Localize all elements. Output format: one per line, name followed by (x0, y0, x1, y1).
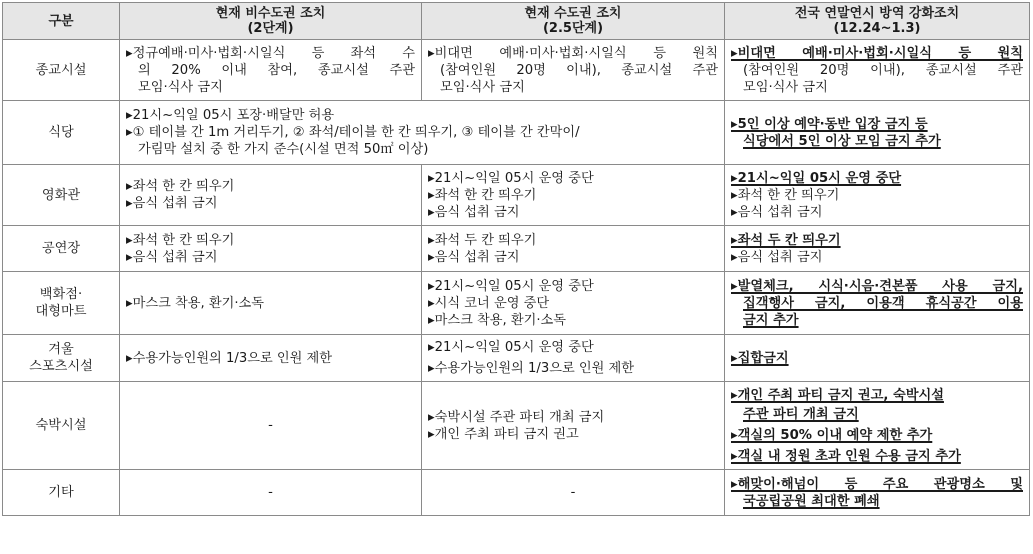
year-end-cell: ▸좌석 두 칸 띄우기 ▸음식 섭취 금지 (725, 226, 1030, 272)
non-capital-cell: ▸정규예배·미사·법회·시일식 등 좌석 수 의 20% 이내 참여, 종교시설 주관 모임·식사 금지 (120, 40, 422, 101)
capital-cell: - (422, 470, 725, 516)
capital-cell: ▸좌석 두 칸 띄우기 ▸음식 섭취 금지 (422, 226, 725, 272)
header-non-capital: 현재 비수도권 조치 (2단계) (120, 3, 422, 40)
category-cell: 겨울 스포츠시설 (3, 335, 120, 382)
year-end-cell: ▸개인 주최 파티 금지 권고, 숙박시설 주관 파티 개최 금지 ▸객실의 50% 이내 예약 제한 추가 ▸객실 내 정원 초과 인원 수용 금지 추가 (725, 382, 1030, 470)
header-capital: 현재 수도권 조치 (2.5단계) (422, 3, 725, 40)
category-cell: 영화관 (3, 165, 120, 226)
category-cell: 숙박시설 (3, 382, 120, 470)
table-row (3, 272, 1030, 335)
merged-cell: ▸21시~익일 05시 포장·배달만 허용 ▸① 테이블 간 1m 거리두기, ② 좌석/테이블 한 칸 띄우기, ③ 테이블 간 칸막이/ 가림막 설치 중 한 가지 준수(시설 면적 50㎡ 이상) (120, 101, 725, 165)
category-cell: 식당 (3, 101, 120, 165)
capital-cell: ▸비대면 예배·미사·법회·시일식 등 원칙 (참여인원 20명 이내), 종교시설 주관 모임·식사 금지 (422, 40, 725, 101)
non-capital-cell: ▸수용가능인원의 1/3으로 인원 제한 (120, 335, 422, 382)
measures-table (2, 2, 1030, 516)
category-cell: 종교시설 (3, 40, 120, 101)
year-end-cell: ▸해맞이·해넘이 등 주요 관광명소 및 국공립공원 최대한 폐쇄 (725, 470, 1030, 516)
year-end-cell: ▸21시~익일 05시 운영 중단 ▸좌석 한 칸 띄우기 ▸음식 섭취 금지 (725, 165, 1030, 226)
table-row (3, 101, 1030, 165)
year-end-cell: ▸발열체크, 시식·시음·견본품 사용 금지, 집객행사 금지, 이용객 휴식공간 이용 금지 추가 (725, 272, 1030, 335)
capital-cell: ▸21시~익일 05시 운영 중단 ▸시식 코너 운영 중단 ▸마스크 착용, 환기·소독 (422, 272, 725, 335)
non-capital-cell: - (120, 382, 422, 470)
header-category: 구분 (3, 3, 120, 40)
non-capital-cell: ▸마스크 착용, 환기·소독 (120, 272, 422, 335)
category-cell: 백화점· 대형마트 (3, 272, 120, 335)
capital-cell: ▸21시~익일 05시 운영 중단 ▸좌석 한 칸 띄우기 ▸음식 섭취 금지 (422, 165, 725, 226)
table-row (3, 226, 1030, 272)
capital-cell: ▸숙박시설 주관 파티 개최 금지 ▸개인 주최 파티 금지 권고 (422, 382, 725, 470)
header-row (3, 3, 1030, 40)
year-end-cell: ▸집합금지 (725, 335, 1030, 382)
capital-cell: ▸21시~익일 05시 운영 중단 ▸수용가능인원의 1/3으로 인원 제한 (422, 335, 725, 382)
table-row (3, 40, 1030, 101)
table-row (3, 470, 1030, 516)
non-capital-cell: - (120, 470, 422, 516)
table-row (3, 382, 1030, 470)
non-capital-cell: ▸좌석 한 칸 띄우기 ▸음식 섭취 금지 (120, 226, 422, 272)
year-end-cell: ▸비대면 예배·미사·법회·시일식 등 원칙 (참여인원 20명 이내), 종교시설 주관 모임·식사 금지 (725, 40, 1030, 101)
category-cell: 공연장 (3, 226, 120, 272)
header-year-end: 전국 연말연시 방역 강화조치 (12.24~1.3) (725, 3, 1030, 40)
table-row (3, 165, 1030, 226)
category-cell: 기타 (3, 470, 120, 516)
year-end-cell: ▸5인 이상 예약·동반 입장 금지 등 식당에서 5인 이상 모임 금지 추가 (725, 101, 1030, 165)
non-capital-cell: ▸좌석 한 칸 띄우기 ▸음식 섭취 금지 (120, 165, 422, 226)
table-row (3, 335, 1030, 382)
